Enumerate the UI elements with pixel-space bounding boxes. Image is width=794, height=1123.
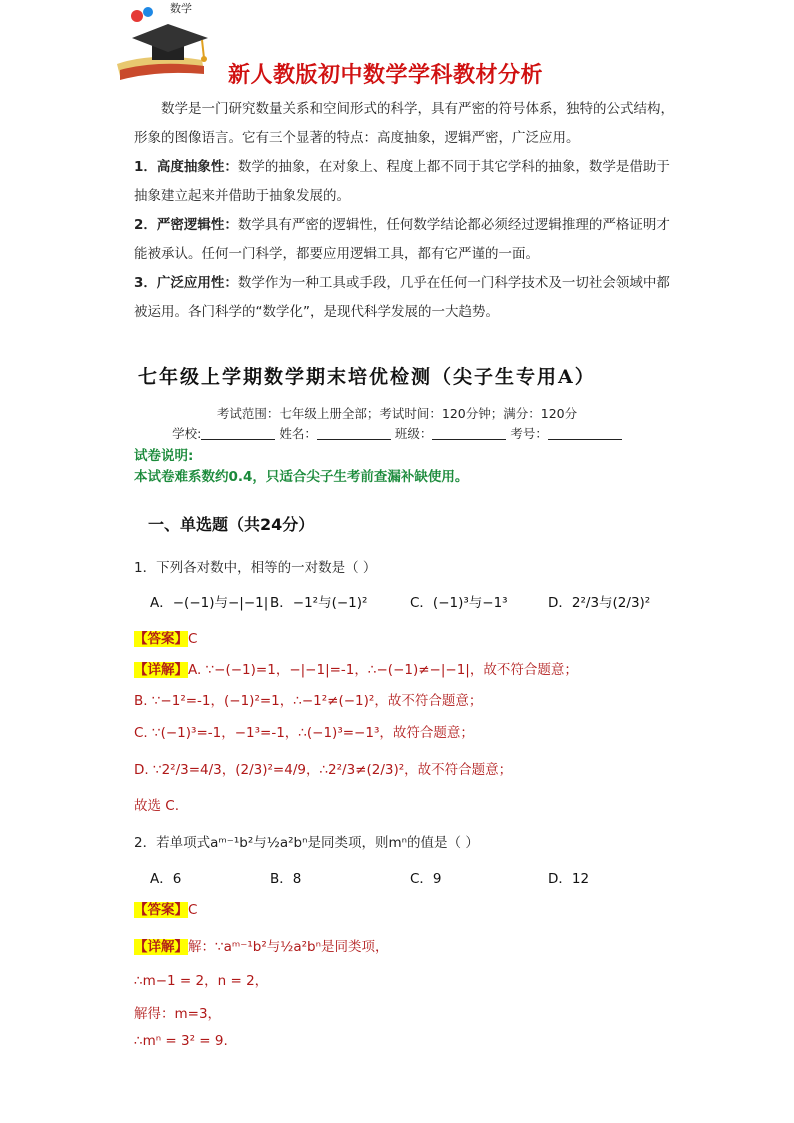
q2-option-c: C．9 xyxy=(410,871,442,887)
q1-option-b: B．−1²与(−1)² xyxy=(270,595,368,611)
q2-detail-2: ∴m−1 = 2，n = 2， xyxy=(134,973,269,989)
feature-abstract: 1．高度抽象性：数学的抽象，在对象上、程度上都不同于其它学科的抽象，数学是借助于抽象建立起来并借助于抽象发展的。 xyxy=(134,159,670,204)
q1-conclusion: 故选 C. xyxy=(134,798,180,814)
q1-detail-c: C. ∵(−1)³=-1，−1³=-1，∴(−1)³=−1³，故符合题意； xyxy=(134,725,474,741)
q2-option-d: D．12 xyxy=(548,871,590,887)
student-fields: 学校: 姓名： 班级： 考号： xyxy=(0,424,794,442)
q1-option-c: C．(−1)³与−1³ xyxy=(410,595,508,611)
intro-paragraph: 数学是一门研究数量关系和空间形式的科学，具有严密的符号体系，独特的公式结构，形象的图像语言。它有三个显著的特点：高度抽象，逻辑严密，广泛应用。 xyxy=(134,101,674,146)
exam-info: 考试范围：七年级上册全部；考试时间：120分钟；满分：120分 xyxy=(216,406,578,421)
logo-label: 数学 xyxy=(170,2,192,15)
page-title: 新人教版初中数学学科教材分析 xyxy=(228,63,544,88)
q2-option-a: A．6 xyxy=(150,871,182,887)
feature-application: 3．广泛应用性：数学作为一种工具或手段，几乎在任何一门科学技术及一切社会领域中都被运用。各门科学的“数学化”，是现代科学发展的一大趋势。 xyxy=(134,275,670,320)
q1-option-d: D．2²/3与(2/3)² xyxy=(548,595,651,611)
question-1-stem: 1．下列各对数中，相等的一对数是（ ） xyxy=(134,560,377,576)
question-2-stem: 2．若单项式aᵐ⁻¹b²与½a²bⁿ是同类项，则mⁿ的值是（ ） xyxy=(134,835,479,851)
q1-detail-b: B. ∵−1²=-1，(−1)²=1，∴−1²≠(−1)²，故不符合题意； xyxy=(134,693,483,709)
q2-detail-4: ∴mⁿ = 3² = 9. xyxy=(134,1033,228,1049)
q2-option-b: B．8 xyxy=(270,871,302,887)
q1-detail-d: D. ∵2²/3=4/3，(2/3)²=4/9，∴2²/3≠(2/3)²，故不符合题意； xyxy=(134,762,513,778)
difficulty-note: 本试卷难系数约0.4，只适合尖子生考前查漏补缺使用。 xyxy=(134,469,469,485)
feature-logic: 2．严密逻辑性：数学具有严密的逻辑性，任何数学结论都必须经过逻辑推理的严格证明才能被承认。任何一门科学，都要应用逻辑工具，都有它严谨的一面。 xyxy=(134,217,670,262)
q2-detail-3: 解得：m=3， xyxy=(134,1006,222,1022)
q1-option-a: A．−(−1)与−|−1| xyxy=(150,595,269,611)
exam-title: 七年级上学期数学期末培优检测（尖子生专用A） xyxy=(138,366,596,388)
graduation-cap-logo xyxy=(112,2,222,82)
q1-detail-a: 【详解】A. ∵−(−1)=1，−|−1|=-1，∴−(−1)≠−|−1|，故不符合题意； xyxy=(134,662,578,678)
q1-answer: 【答案】C xyxy=(134,631,198,647)
q2-answer: 【答案】C xyxy=(134,902,198,918)
section-heading: 一、单选题（共24分） xyxy=(148,515,315,534)
note-label: 试卷说明: xyxy=(134,448,194,464)
q2-detail-1: 【详解】解：∵aᵐ⁻¹b²与½a²bⁿ是同类项， xyxy=(134,939,389,955)
